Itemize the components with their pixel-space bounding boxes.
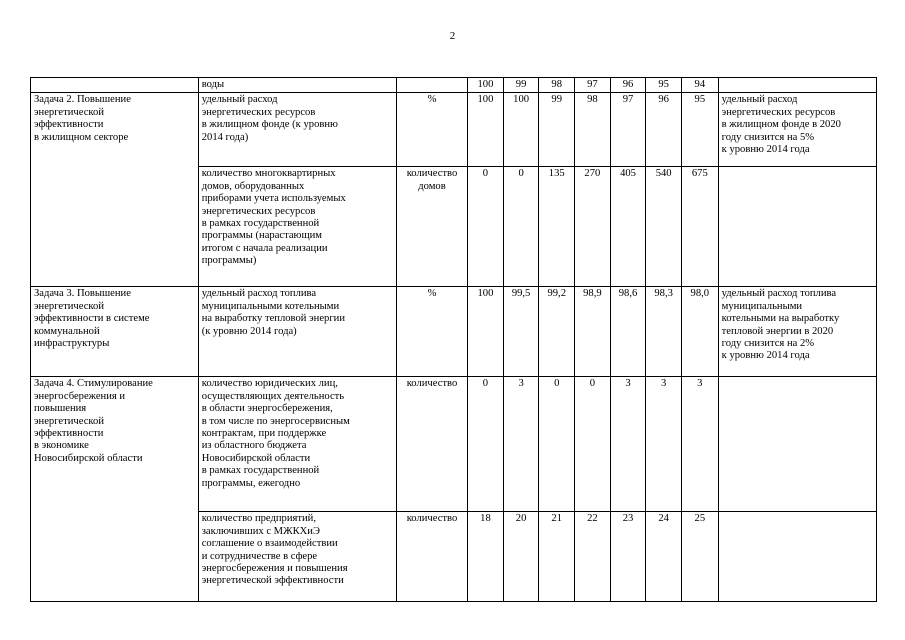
indicator-cell: удельный расход энергетических ресурсов в жилищном фонде (к уровню 2014 года) — [198, 93, 396, 167]
unit-cell: % — [396, 287, 467, 377]
value-cell: 3 — [610, 377, 646, 512]
value-cell: 0 — [575, 377, 611, 512]
value-cell: 18 — [468, 512, 504, 602]
value-cell: 98,6 — [610, 287, 646, 377]
indicator-cell: количество многоквартирных домов, оборудованных приборами учета используемых энергетических ресурсов в рамках государственной программы (нарастающим итогом с начала реализации программы) — [198, 167, 396, 287]
result-cell: удельный расход энергетических ресурсов в жилищном фонде в 2020 году снизится на 5% к уровню 2014 года — [718, 93, 876, 167]
table-row — [31, 93, 877, 167]
task-cell: Задача 4. Стимулирование энергосбережения и повышения энергетической эффективности в экономике Новосибирской области — [31, 377, 199, 602]
table-row — [31, 78, 877, 93]
result-cell — [718, 377, 876, 512]
page-number: 2 — [449, 30, 456, 42]
result-cell — [718, 167, 876, 287]
indicator-cell: количество юридических лиц, осуществляющих деятельность в области энергосбережения, в том числе по энергосервисным контрактам, при поддержке из областного бюджета Новосибирской области в рамках государственной программы, ежегодно — [198, 377, 396, 512]
value-cell: 23 — [610, 512, 646, 602]
unit-cell — [396, 78, 467, 93]
value-cell: 22 — [575, 512, 611, 602]
unit-cell: % — [396, 93, 467, 167]
result-cell: удельный расход топлива муниципальными котельными на выработку тепловой энергии в 2020 году снизится на 2% к уровню 2014 года — [718, 287, 876, 377]
value-cell: 100 — [468, 78, 504, 93]
value-cell: 3 — [681, 377, 718, 512]
indicator-cell: воды — [198, 78, 396, 93]
value-cell: 100 — [468, 93, 504, 167]
task-cell: Задача 3. Повышение энергетической эффективности в системе коммунальной инфраструктуры — [31, 287, 199, 377]
value-cell: 97 — [575, 78, 611, 93]
value-cell: 98,0 — [681, 287, 718, 377]
value-cell: 98 — [575, 93, 611, 167]
value-cell: 21 — [539, 512, 575, 602]
task-cell: Задача 2. Повышение энергетической эффективности в жилищном секторе — [31, 93, 199, 287]
indicator-cell: количество предприятий, заключивших с МЖКХиЭ соглашение о взаимодействии и сотрудничестве в сфере энергосбережения и повышения энергетической эффективности — [198, 512, 396, 602]
value-cell: 0 — [503, 167, 539, 287]
value-cell: 97 — [610, 93, 646, 167]
value-cell: 540 — [646, 167, 682, 287]
result-cell — [718, 512, 876, 602]
value-cell: 675 — [681, 167, 718, 287]
value-cell: 3 — [646, 377, 682, 512]
unit-cell: количество — [396, 512, 467, 602]
unit-cell: количество домов — [396, 167, 467, 287]
value-cell: 96 — [610, 78, 646, 93]
table-row — [31, 377, 877, 512]
value-cell: 99 — [503, 78, 539, 93]
value-cell: 100 — [468, 287, 504, 377]
value-cell: 270 — [575, 167, 611, 287]
value-cell: 98,9 — [575, 287, 611, 377]
value-cell: 95 — [646, 78, 682, 93]
value-cell: 96 — [646, 93, 682, 167]
value-cell: 95 — [681, 93, 718, 167]
indicator-cell: удельный расход топлива муниципальными котельными на выработку тепловой энергии (к уровню 2014 года) — [198, 287, 396, 377]
value-cell: 0 — [468, 167, 504, 287]
value-cell: 135 — [539, 167, 575, 287]
value-cell: 98,3 — [646, 287, 682, 377]
value-cell: 405 — [610, 167, 646, 287]
value-cell: 99,5 — [503, 287, 539, 377]
unit-cell: количество — [396, 377, 467, 512]
value-cell: 98 — [539, 78, 575, 93]
value-cell: 3 — [503, 377, 539, 512]
result-cell — [718, 78, 876, 93]
value-cell: 0 — [468, 377, 504, 512]
value-cell: 99 — [539, 93, 575, 167]
value-cell: 99,2 — [539, 287, 575, 377]
task-cell — [31, 78, 199, 93]
table-row — [31, 287, 877, 377]
value-cell: 24 — [646, 512, 682, 602]
value-cell: 100 — [503, 93, 539, 167]
value-cell: 25 — [681, 512, 718, 602]
value-cell: 94 — [681, 78, 718, 93]
value-cell: 20 — [503, 512, 539, 602]
value-cell: 0 — [539, 377, 575, 512]
indicators-table — [30, 77, 877, 602]
